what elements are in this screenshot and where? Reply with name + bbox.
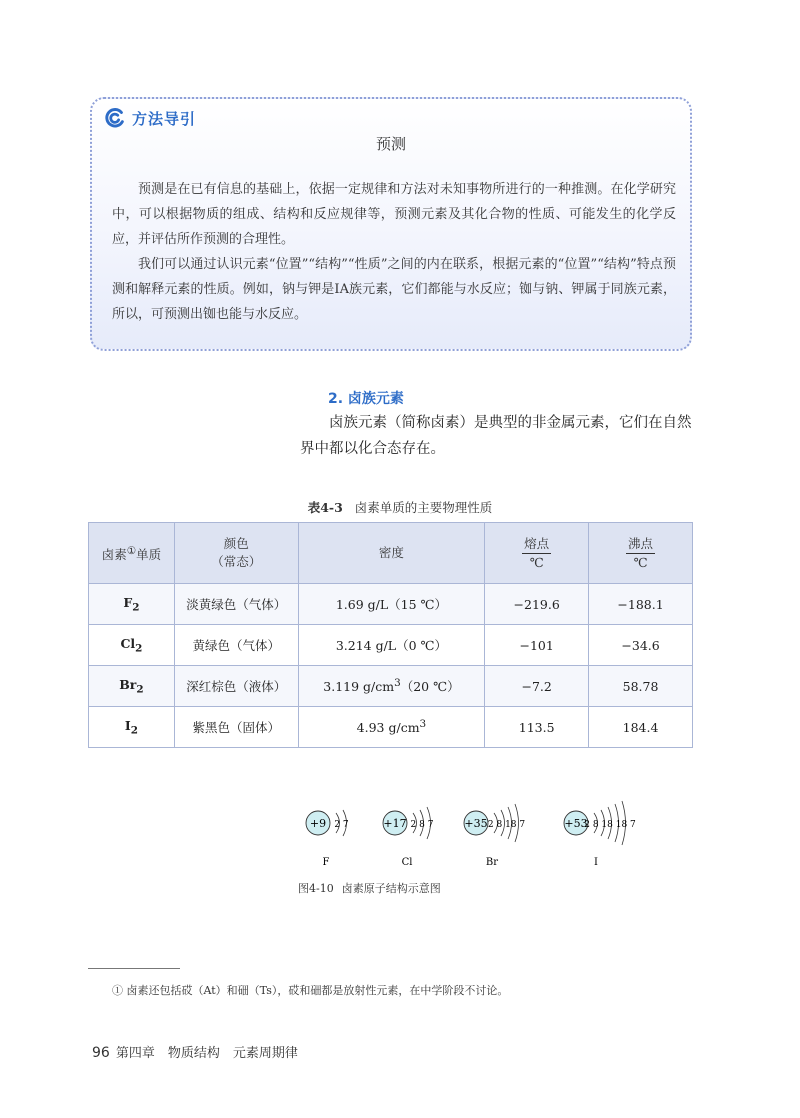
chapter-title: 第四章 物质结构 元素周期律 [115,1046,298,1061]
cell-melting-point: −101 [485,625,589,666]
element-label: F [322,857,330,868]
table-row [89,707,693,748]
section-heading: 2. 卤族元素 [328,391,404,407]
cell-formula: $F_2$ [89,584,175,625]
header-color: 颜色 （常态） [174,523,298,584]
table-number: 表4-3 [307,500,343,515]
cell-boiling-point: −188.1 [589,584,693,625]
cell-boiling-point: 58.78 [589,666,693,707]
cell-density: 3.214 g/L（0 ℃） [298,625,485,666]
method-guide-paragraph-1: 预测是在已有信息的基础上，依据一定规律和方法对未知事物所进行的一种推测。在化学研究中，可以根据物质的组成、结构和反应规律等，预测元素及其化合物的性质、可能发生的化学反应，并评估所作预测的合理性。 [112,182,676,247]
atom-diagram [306,810,349,868]
atomic-structure-figure [298,795,658,875]
page-footer [92,1042,298,1061]
cell-boiling-point: 184.4 [589,707,693,748]
electron-configuration: 2 7 [334,820,349,830]
method-guide-box [90,97,692,351]
halogen-properties-table [88,522,693,748]
atom-diagram [383,807,434,868]
cell-melting-point: 113.5 [485,707,589,748]
header-halogen: 卤素①单质 [89,523,175,584]
footnote: ① 卤素还包括砹（At）和鿬（Ts），砹和鿬都是放射性元素，在中学阶段不讨论。 [112,984,509,997]
cell-color: 紫黑色（固体） [174,707,298,748]
element-label: I [594,857,598,868]
figure-caption [298,880,441,896]
element-label: Br [485,857,499,868]
header-density: 密度 [298,523,485,584]
method-guide-subtitle: 预测 [375,135,406,153]
header-boiling-point: 沸点 ℃ [589,523,693,584]
table-row [89,625,693,666]
cell-density: 1.69 g/L（15 ℃） [298,584,485,625]
table-caption [0,498,800,516]
cell-formula: $Cl_2$ [89,625,175,666]
electron-configuration: 2 8 18 7 [487,820,526,830]
cell-formula: $I_2$ [89,707,175,748]
cell-color: 深红棕色（液体） [174,666,298,707]
method-guide-header [104,107,196,129]
method-guide-icon [104,107,126,129]
element-label: Cl [401,857,413,868]
electron-configuration: 2 8 18 18 7 [584,820,636,830]
cell-density: 4.93 $g/cm^3$ [298,707,485,748]
method-guide-label: 方法导引 [132,109,197,128]
cell-density: 3.119 $g/cm^3(20$ ℃） [298,666,485,707]
header-melting-point: 熔点 ℃ [485,523,589,584]
figure-caption-text: 卤素原子结构示意图 [341,882,441,895]
table-header-row [89,523,693,584]
figure-number: 图4-10 [298,882,334,895]
cell-boiling-point: −34.6 [589,625,693,666]
footnote-divider [88,968,180,969]
section-intro: 卤族元素（简称卤素）是典型的非金属元素，它们在自然界中都以化合态存在。 [300,415,692,457]
cell-melting-point: −7.2 [485,666,589,707]
table-row [89,584,693,625]
cell-color: 淡黄绿色（气体） [174,584,298,625]
table-caption-text: 卤素单质的主要物理性质 [354,500,493,515]
cell-formula: $Br_2$ [89,666,175,707]
nucleus-charge: +53 [564,817,588,830]
electron-configuration: 2 8 7 [410,820,434,830]
nucleus-charge: +17 [383,817,407,830]
nucleus-charge: +9 [309,817,327,830]
cell-melting-point: −219.6 [485,584,589,625]
atom-diagram [564,801,636,868]
atom-diagram [464,804,525,868]
cell-color: 黄绿色（气体） [174,625,298,666]
method-guide-paragraph-2: 我们可以通过认识元素“位置”“结构”“性质”之间的内在联系，根据元素的“位置”“结构”特点预测和解释元素的性质。例如，钠与钾是ⅠA族元素，它们都能与水反应；铷与钠、钾属于同族元素，所以，可预测出铷也能与水反应。 [112,257,676,322]
table-row [89,666,693,707]
page-number: 96 [92,1045,110,1061]
nucleus-charge: +35 [464,817,488,830]
